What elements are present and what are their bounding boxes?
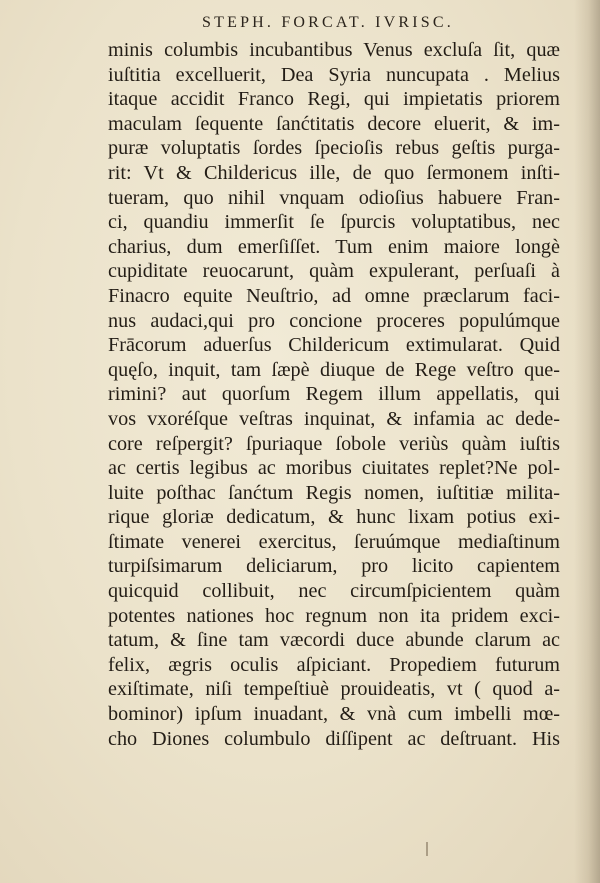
text-line: ſtimate venerei exercitus, ſeruúmque mediaſtinum	[108, 530, 560, 553]
text-line: exiſtimate, niſi tempeſtiuè prouideatis, vt ( quod a-	[108, 678, 560, 701]
text-line: felix, ægris oculis aſpiciant. Propediem futurum	[108, 653, 560, 676]
text-line: core reſpergit? ſpuriaque ſobole veriùs quàm iuſtis	[108, 432, 560, 455]
text-line: maculam ſequente ſanćtitatis decore eluerit, & im-	[108, 112, 560, 135]
text-block	[108, 38, 560, 751]
text-line: cho Diones columbulo diſſipent ac deſtruant. His	[108, 727, 560, 750]
text-line: rit: Vt & Childericus ille, de quo ſermonem inſti-	[108, 161, 560, 184]
text-line: tatum, & ſine tam væcordi duce abunde clarum ac	[108, 629, 560, 652]
text-line: iuſtitia excelluerit, Dea Syria nuncupata . Melius	[108, 63, 560, 86]
page-gutter-shadow	[574, 0, 600, 883]
text-line: puræ voluptatis ſordes ſpecioſis rebus geſtis purga-	[108, 137, 560, 160]
text-line: ci, quandiu immerſit ſe ſpurcis voluptatibus, nec	[108, 211, 560, 234]
text-line: charius, dum emerſiſſet. Tum enim maiore longè	[108, 235, 560, 258]
text-line: tueram, quo nihil vnquam odioſius habuere Fran-	[108, 186, 560, 209]
running-head: STEPH. FORCAT. IVRISC.	[202, 14, 454, 31]
text-line: cupiditate reuocarunt, quàm expulerant, perſuaſi à	[108, 260, 560, 283]
text-line: rimini? aut quorſum Regem illum appellatis, qui	[108, 383, 560, 406]
text-line: potentes nationes hoc regnum non ita pridem exci-	[108, 604, 560, 627]
text-line: ac certis legibus ac moribus ciuitates replet?Ne pol-	[108, 457, 560, 480]
text-line: rique gloriæ dedicatum, & hunc lixam potius exi-	[108, 506, 560, 529]
ink-speck	[426, 842, 428, 856]
text-line: turpiſsimarum deliciarum, pro licito capientem	[108, 555, 560, 578]
text-line: Finacro equite Neuſtrio, ad omne præclarum faci-	[108, 284, 560, 307]
text-line: quęſo, inquit, tam ſæpè diuque de Rege veſtro que-	[108, 358, 560, 381]
text-line: bominor) ipſum inuadant, & vnà cum imbelli mœ-	[108, 703, 560, 726]
text-line: vos vxoréſque veſtras inquinat, & infamia ac dede-	[108, 407, 560, 430]
text-line: luite poſthac ſanćtum Regis nomen, iuſtitiæ milita-	[108, 481, 560, 504]
text-line: quicquid collibuit, nec circumſpicientem quàm	[108, 580, 560, 603]
text-line: Frācorum aduerſus Childericum extimularat. Quid	[108, 334, 560, 357]
text-line: minis columbis incubantibus Venus excluſa ſit, quæ	[108, 39, 560, 61]
text-line: nus audaci,qui pro concione proceres populúmque	[108, 309, 560, 332]
text-line: itaque accidit Franco Regi, qui impietatis priorem	[108, 88, 560, 111]
